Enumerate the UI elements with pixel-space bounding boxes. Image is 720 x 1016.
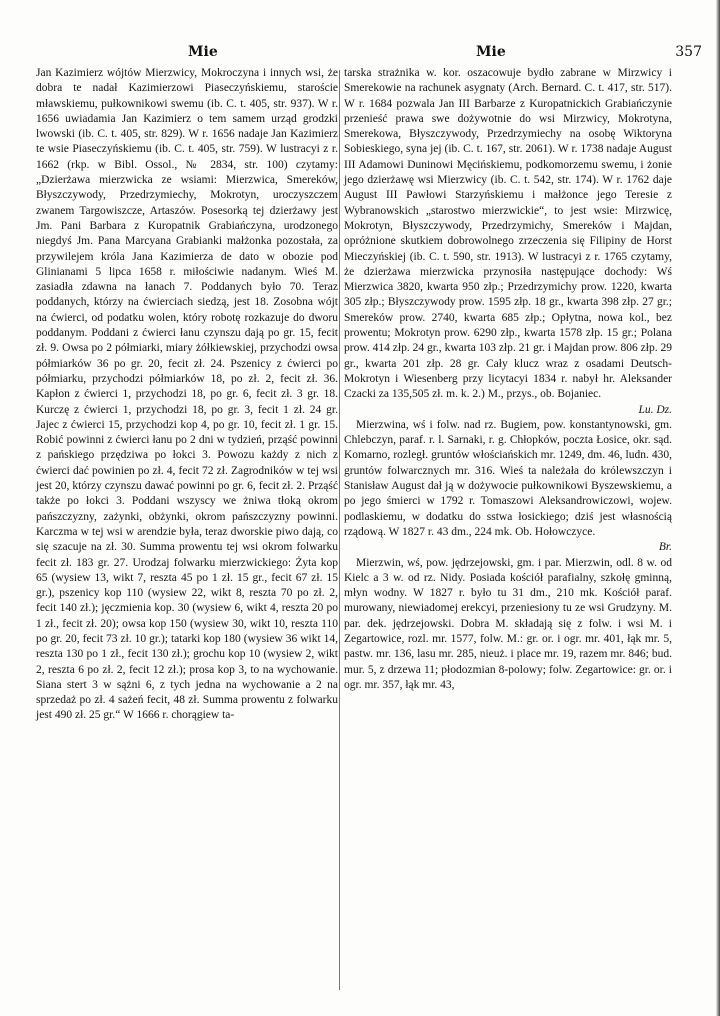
right-column-text-top: tarska strażnika w. kor. oszacowuje bydło zabrane w Mirzwicy i Smerekowie na rachunek asygnaty (Arch. Bernard. C. t. 417, str. 517). W r. 1684 pozwala Jan III Barbarze z Kuropatnickich Grabiańczynie przenieść prawa swe dożywotnie do wsi Mirzwicy, Mokrotyna, Smerekowa, Błyszczywody, Przedrzymiechy na osobę Wiktoryna Sobieskiego, syna jej (ib. C. t. 167, str. 2061). W r. 1738 nadaje August III Adamowi Duninowi Męcińskiemu, podkomorzemu swemu, i żonie jego dzierżawę wsi Mierzwicy (ib. C. t. 542, str. 174). W r. 1762 daje August III Pawłowi Starzyńskiemu i małżonce jego Teresie z Wybranowskich „starostwo mierzwickie“, to jest wsie: Mirzwicę, Mokrotyn, Błyszczywody, Przedrzymichy, Smereków i Majdan, opróżnione skutkiem dobrowolnego zrzeczenia się Filipiny de Horst Mieczyńskiej (ib. C. t. 590, str. 1913). W lustracyi z r. 1765 czytamy, że dzierżawa mierzwicka przynosiła następujące dochody: Wś Mierzwica 3820, kwarta 950 złp.; Przedrzymichy prow. 1220, kwarta 305 złp.; Błyszczywody prow. 1595 złp. 18 gr., kwarta 398 złp. 27 gr.; Smereków prow. 2740, kwarta 685 złp.; Opłytna, nowa kol., bez prowentu; Mokrotyn prow. 6290 złp., kwarta 1578 złp. 15 gr.; Polana prow. 414 złp. 24 gr., kwarta 103 złp. 21 gr. i Majdan prow. 806 złp. 29 gr., kwarta 201 złp. 28 gr. Cały klucz wraz z osadami Deutsch-Mokrotyn i Wiesenberg przy licytacyi 1834 r. nabył hr. Aleksander Czacki za 135,505 zł. m. k. 2.) M., przys., ob. Bojaniec. xyxy=(344,67,672,401)
right-column xyxy=(344,66,672,693)
page-header xyxy=(0,44,720,66)
signature-2: Br. xyxy=(658,541,672,554)
header-center-title: Mie xyxy=(476,44,506,60)
left-column-text: Jan Kazimierz wójtów Mierzwicy, Mokroczyna i innych wsi, że dobra te nadał Kazimierzowi Piaseczyńskiemu, staroście mławskiemu, pułkownikowi swemu (ib. C. t. 405, str. 937). W r. 1656 uwiadamia Jan Kazimierz o tem samem urząd grodzki lwowski (ib. C. t. 405, str. 829). W r. 1656 nadaje Jan Kazimierz te wsie Piaseczyńskiemu (ib. C. t. 405, str. 759). W lustracyi z r. 1662 (rkp. w Bibl. Ossol., № 2834, str. 100) czytamy: „Dzierżawa mierzwicka ze wsiami: Mierzwica, Smereków, Błyszczywody, Przedrzymiechy, Mokrotyn, uroczyszczem zwanem Targowiszcze, Artaszów. Posesorką tej dzierżawy jest Jm. Pani Barbara z Kuropatnik Grabiańczyna, urodzonego niegdyś Jm. Pana Marcyana Grabianki małżonka pozostała, za przywilejem króla Jana Kazimierza de dato w obozie pod Glinianami 5 lipca 1658 r. miłościwie nadanym. Wieś M. zasiadła zdawna na łanach 7. Poddanych było 70. Teraz poddanych, którzy na ćwierciach siedzą, jest 18. Zosobna wójt na ćwierci, od podatku wolen, który robotę rozkazuje do dworu poddanym. Poddani z ćwierci łanu czynszu dają po gr. 15, fecit zł. 9. Owsa po 2 półmiarki, miary żółkiewskiej, przychodzi owsa półmiarków 36 po gr. 20, fecit zł. 24. Pszenicy z ćwierci po półmiarku, przychodzi półmiarków 18, po zł. 2, fecit zł. 36. Kapłon z ćwierci 1, przychodzi 18, po gr. 6, fecit zł. 3 gr. 18. Kurczę z ćwierci 1, przychodzi 18, po gr. 3, fecit 1 zł. 24 gr. Jajec z ćwierci 15, przychodzi kop 4, po gr. 10, fecit zł. 1 gr. 15. Robić powinni z ćwierci łanu po 2 dni w tydzień, prząść powinni z pańskiego przędziwa po łokci 3. Powozu każdy z nich z ćwierci dać powinien po zł. 4, fecit 72 zł. Zagrodników w tej wsi jest 20, którzy czynszu dawać powinni po gr. 6, fecit zł. 2. Prząść także po łokci 3. Poddani wszyscy we żniwa tłoką okrom pańszczyzny, zażynki, obżynki, okrom pańszczyzny powinni. Karczma w tej wsi w arendzie była, teraz dworskie piwo dają, co się szacuje na zł. 30. Summa prowentu tej wsi okrom folwarku fecit zł. 183 gr. 27. Urodzaj folwarku mierzwickiego: Żyta kop 65 (wysiew 13, wikt 7, reszta 45 po 1 zł. 15 gr., fecit 67 zł. 15 gr.), pszenicy kop 110 (wysiew 22, wikt 8, reszta 70 po zł. 2, fecit 140 zł.); jęczmienia kop. 30 (wysiew 6, wikt 4, reszta 20 po 1 zł., fecit zł. 20); owsa kop 150 (wysiew 30, wikt 10, reszta 110 po gr. 20, fecit 73 zł. 10 gr.); tatarki kop 180 (wysiew 36 wikt 14, reszta 130 po 1 zł., fecit 130 zł.); grochu kop 10 (wysiew 2, wikt 2, reszta 6 po zł. 2, fecit 12 zł.); prosa kop 3, to na wychowanie. Siana stert 3 w sążni 6, z tych jedna na wychowanie a 2 na sprzedaż po zł. 4 sażeń fecit, 48 zł. Summa prowentu z folwarku jest 490 zł. 25 gr.“ W 1666 r. chorągiew ta- xyxy=(36,67,338,722)
signature-1: Lu. Dz. xyxy=(638,403,672,416)
column-divider xyxy=(339,70,340,990)
signature-2-line xyxy=(344,540,672,555)
signature-1-line xyxy=(344,403,672,418)
entry-mierzwina: Mierzwina, wś i folw. nad rz. Bugiem, pow. konstantynowski, gm. Chlebczyn, paraf. r. l. Sarnaki, r. g. Chłopków, poczta Łosice, okr. sąd. Komarno, rozległ. gruntów włościańskich mr. 1249, dm. 46, ludn. 430, gruntów folwarcznych mr. 316. Wieś ta należała do królewszczyn i Stanisław August dał ją w dożywocie pułkownikowi Byszewskiemu, a po jego śmierci w 1792 r. Tomaszowi Aleksandrowiczowi, wojew. podlaskiemu, w dodatku do sstwa łosickiego; dziś jest własnością rządową. W 1827 r. 43 dm., 224 mk. Ob. Hołowczyce. xyxy=(344,418,672,538)
left-column xyxy=(36,66,338,724)
header-left-title: Mie xyxy=(188,44,218,60)
entry-mierzwin: Mierzwin, wś, pow. jędrzejowski, gm. i par. Mierzwin, odl. 8 w. od Kielc a 3 w. od rz. Nidy. Posiada kościół parafialny, szkołę gminną, młyn wodny. W 1827 r. było tu 31 dm., 210 mk. Kościół paraf. murowany, niewiadomej erekcyi, przeniesiony tu ze wsi Grudzyny. M. par. dek. jędrzejowski. Dobra M. składają się z folw. i wsi M. i Zegartowice, rozl. mr. 1577, folw. M.: gr. or. i ogr. mr. 401, łąk mr. 5, pastw. mr. 136, lasu mr. 285, nieuż. i place mr. 19, razem mr. 846; bud. mur. 5, z drzewa 11; płodozmian 8-polowy; folw. Zegartowice: gr. or. i ogr. mr. 357, łąk mr. 43, xyxy=(344,556,672,691)
page-edge-shadow xyxy=(716,0,720,1016)
page-number: 357 xyxy=(675,44,702,60)
